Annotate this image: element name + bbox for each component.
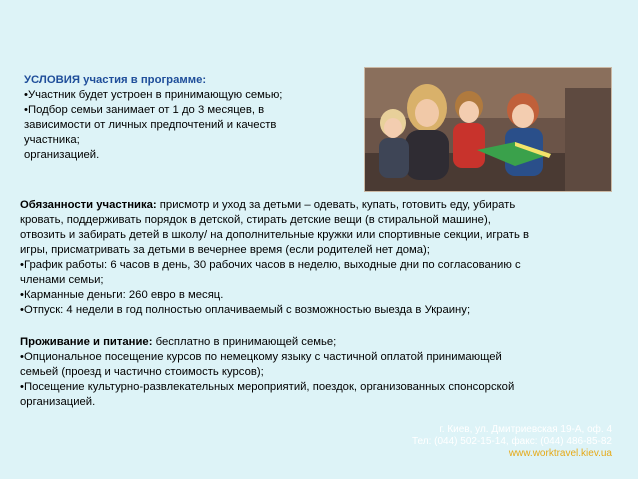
duties-line: игры, присматривать за детьми в вечернее время (если родителей нет дома); [20,244,430,256]
conditions-title-rest: участия в программе: [83,74,207,86]
living-first-text: бесплатно в принимающей семье; [152,336,337,348]
contacts-block [412,424,612,460]
contact-phone: Тел: (044) 502-15-14, факс: (044) 486-85-82 [412,436,612,447]
duties-line: отвозить и забирать детей в школу/ на дополнительные кружки или спортивные секции, играть в [20,229,529,241]
living-line: организацией. [20,396,96,408]
children-reading-photo [364,67,612,192]
conditions-title [24,73,354,88]
living-first-line [20,335,595,350]
conditions-title-bold: УСЛОВИЯ [24,74,81,86]
conditions-block [24,73,354,163]
duties-line: кровать, поддерживать порядок в детской, стирать детские вещи (в стиральной машине), [20,214,491,226]
living-line: •Опциональное посещение курсов по немецкому языку с частичной оплатой принимающей [20,351,502,363]
conditions-line: •Участник будет устроен в принимающую семью; [24,89,283,101]
living-line: семьей (проезд и частично стоимость курсов); [20,366,264,378]
living-label: Проживание и питание: [20,336,153,348]
duties-line: •Отпуск: 4 недели в год полностью оплачиваемый с возможностью выезда в Украину; [20,304,471,316]
contact-site-link[interactable]: www.worktravel.kiev.ua [508,448,612,459]
contact-address: г. Киев, ул. Дмитриевская 19-А, оф. 4 [439,424,612,435]
duties-line: •График работы: 6 часов в день, 30 рабочих часов в неделю, выходные дни по согласованию с [20,259,521,271]
conditions-line: зависимости от личных предпочтений и качеств [24,119,277,131]
living-block [20,335,595,410]
duties-first-text: присмотр и уход за детьми – одевать, купать, готовить еду, убирать [156,199,516,211]
photo-illustration [365,68,611,191]
conditions-line: организацией. [24,149,100,161]
duties-label: Обязанности участника: [20,199,157,211]
conditions-line: •Подбор семьи занимает от 1 до 3 месяцев, в [24,104,265,116]
conditions-line: участника; [24,134,80,146]
duties-line: членами семьи; [20,274,104,286]
living-line: •Посещение культурно-развлекательных мероприятий, поездок, организованных спонсорской [20,381,515,393]
duties-line: •Карманные деньги: 260 евро в месяц. [20,289,224,301]
duties-block [20,198,595,318]
duties-first-line [20,198,595,213]
